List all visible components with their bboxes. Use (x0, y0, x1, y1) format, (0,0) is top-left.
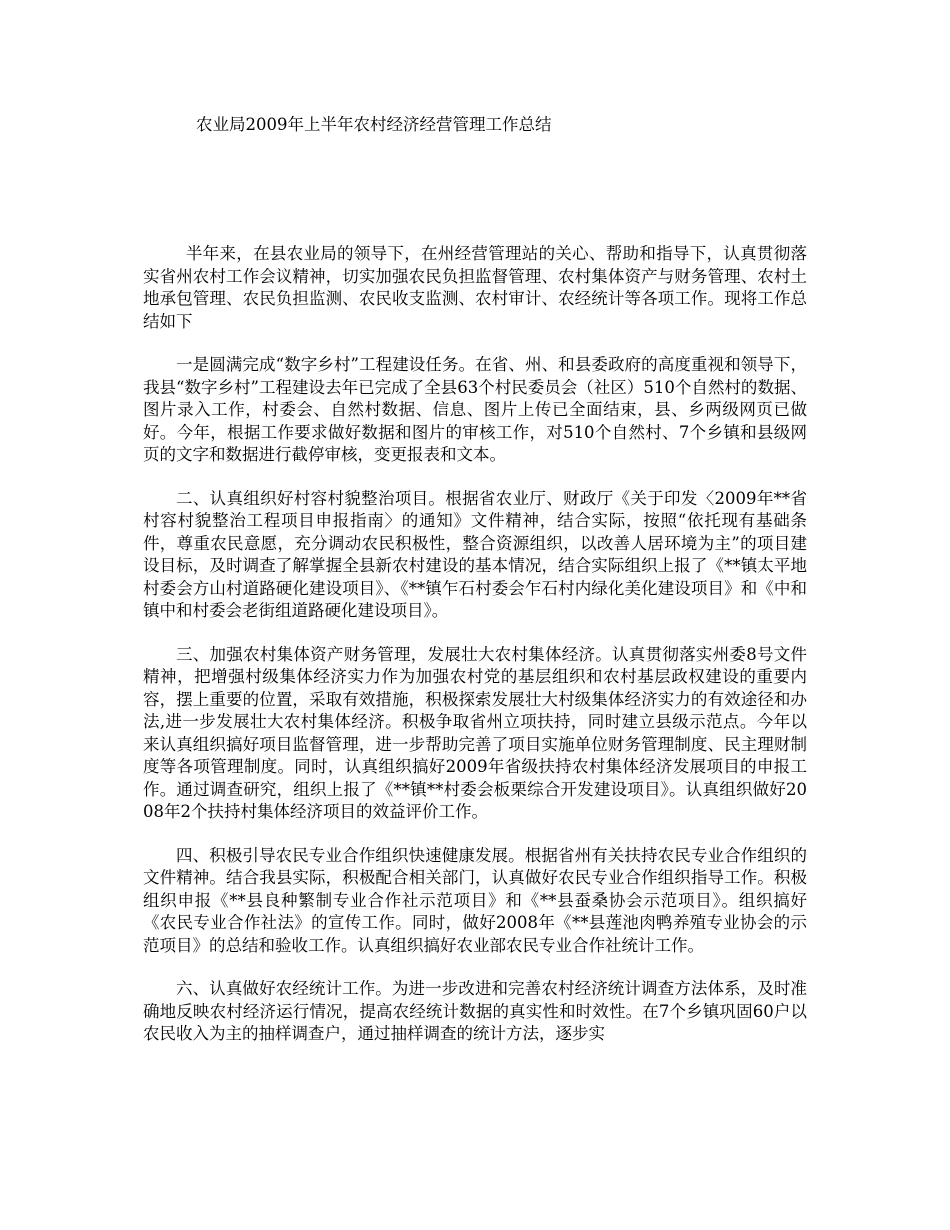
paragraph-collective-assets: 三、加强农村集体资产财务管理，发展壮大农村集体经济。认真贯彻落实州委8号文件精神，把增强村级集体经济实力作为加强农村党的基层组织和农村基层政权建设的重要内容，摆上重要的位置，采取有效措施，积极探索发展壮大村级集体经济实力的有效途径和办法,进一步发展壮大农村集体经济。积极争取省州立项扶持，同时建立县级示范点。今年以来认真组织搞好项目监督管理，进一步帮助完善了项目实施单位财务管理制度、民主理财制度等各项管理制度。同时，认真组织搞好2009年省级扶持农村集体经济发展项目的申报工作。通过调查研究，组织上报了《**镇**村委会板栗综合开发建设项目》。认真组织做好2008年2个扶持村集体经济项目的效益评价工作。 (143, 644, 807, 821)
paragraph-village-appearance: 二、认真组织好村容村貌整治项目。根据省农业厅、财政厅《关于印发〈2009年**省村容村貌整治工程项目申报指南〉的通知》文件精神，结合实际，按照“依托现有基础条件，尊重农民意愿，充分调动农民积极性，整合资源组织，以改善人居环境为主”的项目建设目标，及时调查了解掌握全县新农村建设的基本情况，结合实际组织上报了《**镇太平地村委会方山村道路硬化建设项目》、《**镇乍石村委会乍石村内绿化美化建设项目》和《中和镇中和村委会老街组道路硬化建设项目》。 (143, 488, 807, 620)
paragraph-intro: 半年来，在县农业局的领导下，在州经营管理站的关心、帮助和指导下，认真贯彻落实省州农村工作会议精神，切实加强农民负担监督管理、农村集体资产与财务管理、农村土地承包管理、农民负担监测、农民收支监测、农村审计、农经统计等各项工作。现将工作总结如下 (143, 244, 807, 331)
document-body (143, 243, 807, 1067)
document-title: 农业局2009年上半年农村经济经营管理工作总结 (196, 115, 552, 134)
paragraph-statistics: 六、认真做好农经统计工作。为进一步改进和完善农村经济统计调查方法体系，及时准确地反映农村经济运行情况，提高农经统计数据的真实性和时效性。在7个乡镇巩固60户以农民收入为主的抽样调查户，通过抽样调查的统计方法，逐步实 (143, 979, 807, 1043)
paragraph-digital-village: 一是圆满完成“数字乡村”工程建设任务。在省、州、和县委政府的高度重视和领导下，我县“数字乡村”工程建设去年已完成了全县63个村民委员会（社区）510个自然村的数据、图片录入工作，村委会、自然村数据、信息、图片上传已全面结束，县、乡两级网页已做好。今年，根据工作要求做好数据和图片的审核工作，对510个自然村、7个乡镇和县级网页的文字和数据进行截停审核，变更报表和文本。 (143, 355, 807, 464)
paragraph-cooperatives: 四、积极引导农民专业合作组织快速健康发展。根据省州有关扶持农民专业合作组织的文件精神。结合我县实际，积极配合相关部门，认真做好农民专业合作组织指导工作。积极组织申报《**县良种繁制专业合作社示范项目》和《**县蚕桑协会示范项目》。组织搞好《农民专业合作社法》的宣传工作。同时，做好2008年《**县莲池肉鸭养殖专业协会的示范项目》的总结和验收工作。认真组织搞好农业部农民专业合作社统计工作。 (143, 845, 807, 955)
